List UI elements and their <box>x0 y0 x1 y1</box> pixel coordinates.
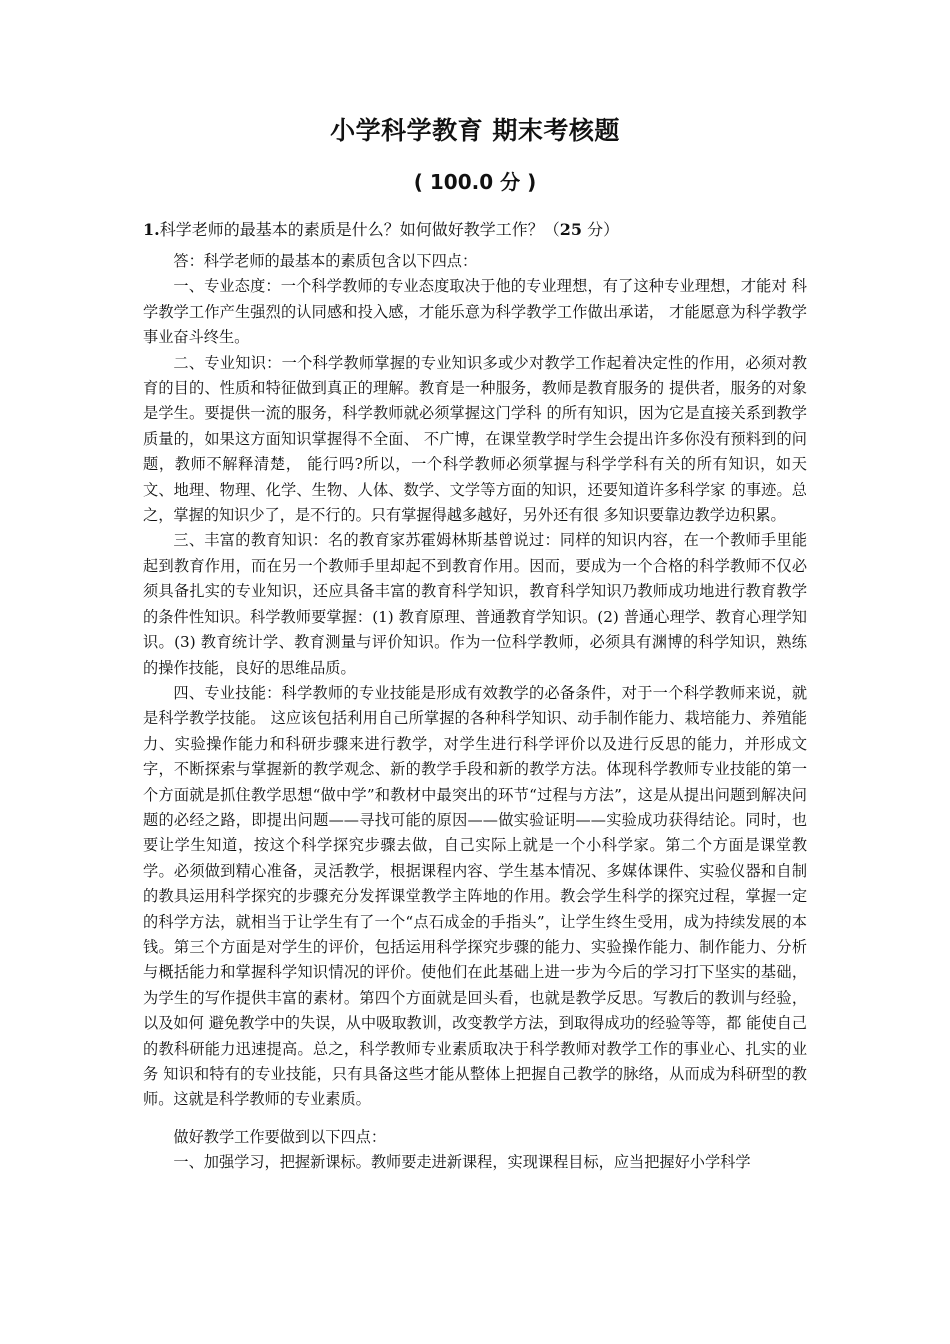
answer-paragraph: 二、专业知识：一个科学教师掌握的专业知识多或少对教学工作起着决定性的作用，必须对教育的目的、性质和特征做到真正的理解。教育是一种服务，教师是教育服务的 提供者，服务的对象是学生。要提供一流的服务，科学教师就必须掌握这门学科 的所有知识，因为它是直接关系到教学质量的，如果这方面知识掌握得不全面、 不广博，在课堂教学时学生会提出许多你没有预料到的问题，教师不解释清楚， 能行吗?所以，一个科学教师必须掌握与科学学科有关的所有知识，如天文、地理、物理、化学、生物、人体、数学、文学等方面的知识，还要知道许多科学家 的事迹。总之，掌握的知识少了，是不行的。只有掌握得越多越好，另外还有很 多知识要靠边教学边积累。 <box>143 353 807 525</box>
answer-paragraph: 一、专业态度：一个科学教师的专业态度取决于他的专业理想，有了这种专业理想，才能对 科学教学工作产生强烈的认同感和投入感，才能乐意为科学教学工作做出承诺， 才能愿意为科学教学事业奋斗终生。 <box>143 277 807 347</box>
answer-paragraph: 三、丰富的教育知识：名的教育家苏霍姆林斯基曾说过：同样的知识内容，在一个教师手里能起到教育作用，而在另一个教师手里却起不到教育作用。因而，要成为一个合格的科学教师不仅必须具备扎实的专业知识，还应具备丰富的教育科学知识，教育科学知识乃教师成功地进行教育教学的条件性知识。科学教师要掌握：(1) 教育原理、普通教育学知识。(2) 普通心理学、教育心理学知识。(3) 教育统计学、教育测量与评价知识。作为一位科学教师，必须具有渊博的科学知识，熟练的操作技能，良好的思维品质。 <box>143 531 807 677</box>
document-body <box>143 216 807 1176</box>
question-1 <box>143 216 807 244</box>
question-number-separator: . <box>154 220 160 239</box>
question-number: 1 <box>143 220 155 239</box>
total-score: ( 100.0 分 ) <box>413 170 537 194</box>
paragraph-gap <box>143 1113 807 1125</box>
question-points-suffix: 分） <box>582 220 620 239</box>
second-paragraph: 一、加强学习，把握新课标。教师要走进新课程，实现课程目标，应当把握好小学科学 <box>173 1153 751 1172</box>
answer-paragraph: 四、专业技能：科学教师的专业技能是形成有效教学的必备条件，对于一个科学教师来说，就是科学教学技能。 这应该包括利用自己所掌握的各种科学知识、动手制作能力、栽培能力、养殖能力、实验操作能力和科研步骤来进行教学，对学生进行科学评价以及进行反思的能力，并形成文字，不断探索与掌握新的教学观念、新的教学手段和新的教学方法。体现科学教师专业技能的第一个方面就是抓住教学思想“做中学”和教材中最突出的环节“过程与方法”，这是从提出问题到解决问题的必经之路，即提出问题——寻找可能的原因——做实验证明——实验成功获得结论。同时，也要让学生知道，按这个科学探究步骤去做，自己实际上就是一个小科学家。第二个方面是课堂教学。必须做到精心准备，灵活教学，根据课程内容、学生基本情况、多媒体课件、实验仪器和自制的教具运用科学探究的步骤充分发挥课堂教学主阵地的作用。教会学生科学的探究过程，掌握一定的科学方法，就相当于让学生有了一个“点石成金的手指头”，让学生终生受用，成为持续发展的本钱。第三个方面是对学生的评价，包括运用科学探究步骤的能力、实验操作能力、制作能力、分析与概括能力和掌握科学知识情况的评价。使他们在此基础上进一步为今后的学习打下坚实的基础，为学生的写作提供丰富的素材。第四个方面就是回头看，也就是教学反思。写教后的教训与经验，以及如何 避免教学中的失误，从中吸取教训，改变教学方法，到取得成功的经验等等，都 能使自己的教科研能力迅速提高。总之，科学教师专业素质取决于科学教师对教学工作的事业心、扎实的业务 知识和特有的专业技能，只有具备这些才能从整体上把握自己教学的脉络，从而成为科研型的教师。这就是科学教师的专业素质。 <box>143 683 807 1109</box>
question-points: 25 <box>559 220 582 239</box>
document-title: 小学科学教育 期末考核题 <box>330 116 620 145</box>
second-intro: 做好教学工作要做到以下四点： <box>173 1127 387 1146</box>
answer-intro: 答：科学老师的最基本的素质包含以下四点： <box>173 252 478 270</box>
question-text: 科学老师的最基本的素质是什么？如何做好教学工作？（ <box>159 220 560 239</box>
